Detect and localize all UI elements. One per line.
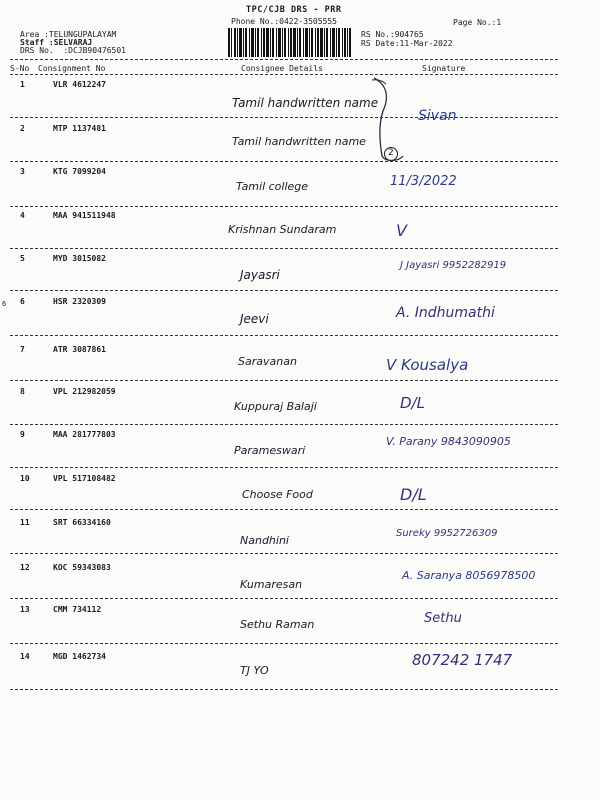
consignee-handwriting: Nandhini [240,534,289,547]
consignment-number: HSR 2320309 [53,297,106,306]
bottom-divider [10,689,558,690]
row-divider [10,643,558,644]
row-number: 9 [20,430,25,439]
row-number: 8 [20,387,25,396]
consignment-number: MAA 281777803 [53,430,116,439]
row-divider [10,424,558,425]
circled-two [383,146,399,165]
consignee-handwriting: Kuppuraj Balaji [234,400,317,413]
signature-handwriting: D/L [400,485,427,504]
margin-six: 6 [2,300,7,308]
rs-date: RS Date:11-Mar-2022 [361,39,453,48]
consignee-handwriting: Kumaresan [240,578,303,591]
consignee-handwriting: Krishnan Sundaram [228,223,337,236]
consignment-number: MGD 1462734 [53,652,106,661]
col-consignee: Consignee Details [241,64,323,73]
document-title: TPC/CJB DRS - PRR [246,5,342,15]
staff-label: Staff :SELVARAJ [20,38,93,47]
signature-handwriting: Sureky 9952726309 [396,528,498,539]
row-divider [10,248,558,249]
row-number: 2 [20,124,25,133]
row-number: 10 [20,474,30,483]
row-divider [10,117,558,118]
consignment-number: KOC 59343083 [53,563,111,572]
consignment-number: VPL 212982059 [53,387,116,396]
area-label: Area :TELUNGUPALAYAM [20,30,117,39]
consignee-handwriting: Tamil college [236,180,309,193]
consignee-handwriting: Sethu Raman [240,618,315,631]
row-number: 5 [20,254,25,263]
drs-number: DRS No. :DCJB90476501 [20,46,126,55]
row-number: 1 [20,80,25,89]
consignee-handwriting: Jayasri [240,268,280,282]
phone-number: Phone No.:0422-3505555 [231,17,337,26]
row-divider [10,509,558,510]
consignee-handwriting: Jeevi [240,312,269,326]
row-number: 7 [20,345,25,354]
consignee-handwriting: TJ YO [240,664,269,677]
signature-handwriting: A. Saranya 8056978500 [402,569,536,582]
consignment-number: MYD 3015082 [53,254,106,263]
signature-handwriting: Sethu [424,611,462,626]
col-consignment: Consignment No [38,64,106,73]
row-divider [10,467,558,468]
row-number: 11 [20,518,30,527]
row-divider [10,290,558,291]
rs-number: RS No.:904765 [361,30,424,39]
consignee-handwriting: Tamil handwritten name [232,96,379,110]
consignment-number: CMM 734112 [53,605,102,614]
barcode [228,28,351,57]
consignment-number: SRT 66334160 [53,518,111,527]
consignee-handwriting: Saravanan [238,355,297,368]
row-number: 14 [20,652,30,661]
col-sno: S-No [10,64,30,73]
signature-handwriting: A. Indhumathi [396,305,495,321]
row-divider [10,598,558,599]
signature-handwriting: 807242 1747 [412,651,513,669]
consignment-number: VLR 4612247 [53,80,106,89]
header-divider [10,59,558,60]
consignee-handwriting: Parameswari [234,444,306,457]
consignment-number: ATR 3087861 [53,345,106,354]
signature-handwriting: D/L [400,394,425,412]
signature-handwriting: V Kousalya [386,356,469,374]
row-divider [10,380,558,381]
row-number: 13 [20,605,30,614]
row-number: 3 [20,167,25,176]
row-divider [10,335,558,336]
signature-handwriting: J Jayasri 9952282919 [400,260,507,271]
row-divider [10,553,558,554]
circled-two-text: 2 [388,148,394,158]
consignment-number: MAA 941511948 [53,211,116,220]
consignee-handwriting: Tamil handwritten name [232,135,366,148]
column-header-divider [10,74,558,75]
page-number: Page No.:1 [453,18,502,27]
row-number: 12 [20,563,30,572]
row-number: 6 [20,297,25,306]
row-divider [10,206,558,207]
signature-handwriting: V [396,221,407,240]
consignment-number: MTP 1137481 [53,124,106,133]
signature-handwriting: Sivan [418,108,457,124]
signature-handwriting: V. Parany 9843090905 [386,435,511,448]
consignment-number: VPL 517108482 [53,474,116,483]
consignee-handwriting: Choose Food [242,488,313,501]
consignment-number: KTG 7099204 [53,167,106,176]
col-signature: Signature [422,64,466,73]
row-number: 4 [20,211,25,220]
row-divider [10,161,558,162]
signature-handwriting: 11/3/2022 [390,174,457,189]
